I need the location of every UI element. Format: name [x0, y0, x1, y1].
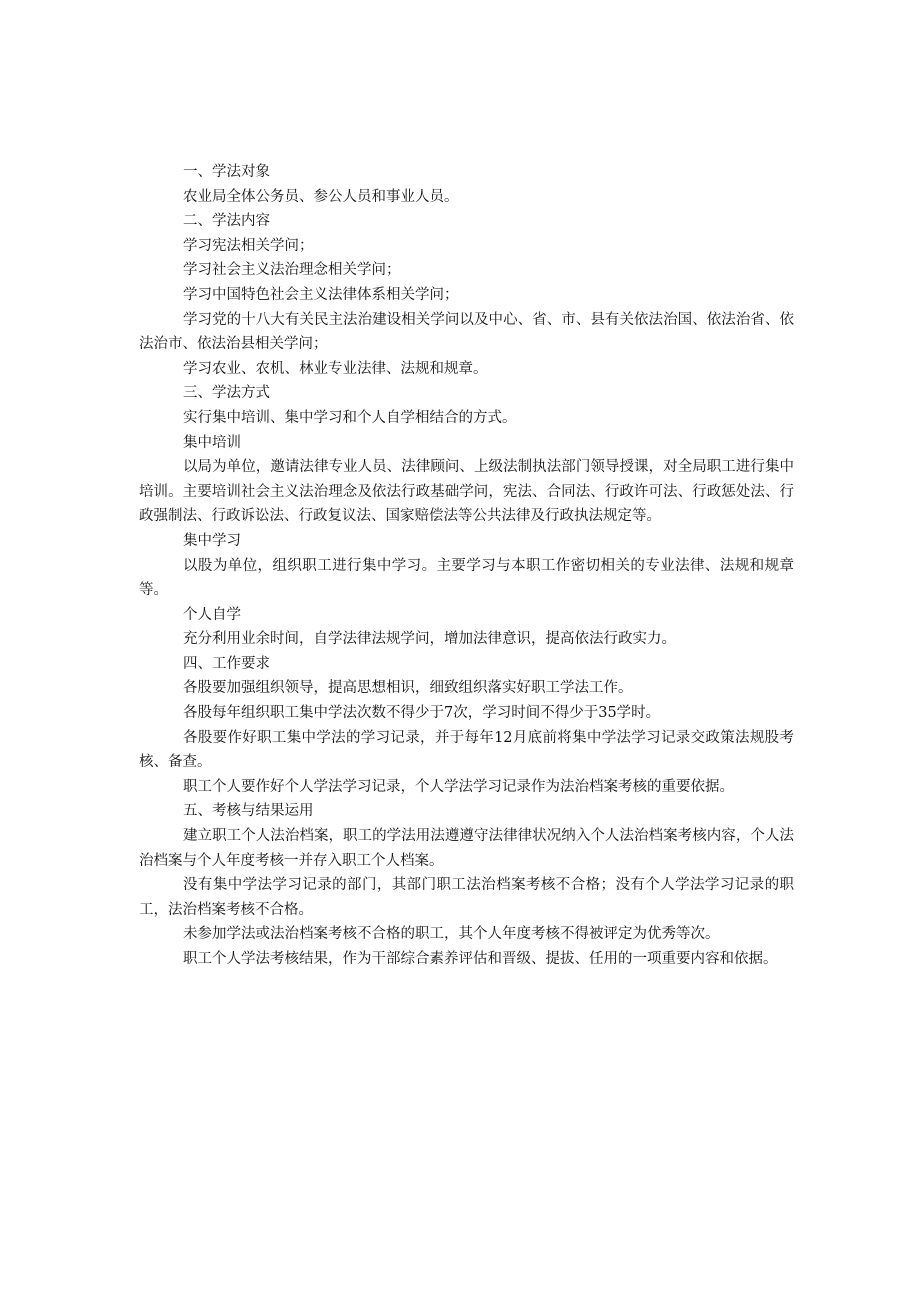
subheading: 集中培训: [183, 434, 241, 451]
paragraph: 职工个人要作好个人学法学习记录，个人学法学习记录作为法治档案考核的重要依据。: [183, 778, 734, 795]
paragraph: 各股要作好职工集中学法的学习记录，并于每年12月底前将集中学法学习记录交政策法规股考核、备查。: [139, 729, 794, 771]
section-heading: 五、考核与结果运用: [183, 803, 314, 820]
paragraph: 学习农业、农机、林业专业法律、法规和规章。: [183, 360, 488, 377]
paragraph: 农业局全体公务员、参公人员和事业人员。: [183, 188, 459, 205]
paragraph: 学习社会主义法治理念相关学问；: [183, 262, 401, 279]
subheading: 个人自学: [183, 606, 241, 623]
paragraph: 学习中国特色社会主义法律体系相关学问；: [183, 286, 459, 303]
paragraph: 各股每年组织职工集中学法次数不得少于7次，学习时间不得少于35学时。: [183, 705, 661, 722]
paragraph: 实行集中培训、集中学习和个人自学相结合的方式。: [183, 409, 517, 426]
document-body: [139, 160, 794, 972]
paragraph: 建立职工个人法治档案，职工的学法用法遵遵守法律律状况纳入个人法治档案考核内容，个人法治档案与个人年度考核一并存入职工个人档案。: [139, 828, 794, 869]
section-heading: 三、学法方式: [183, 385, 270, 402]
paragraph: 未参加学法或法治档案考核不合格的职工，其个人年度考核不得被评定为优秀等次。: [183, 926, 720, 943]
paragraph: 学习党的十八大有关民主法治建设相关学问以及中心、省、市、县有关依法治国、依法治省、依法治市、依法治县相关学问；: [139, 311, 794, 353]
paragraph: 以股为单位，组织职工进行集中学习。主要学习与本职工作密切相关的专业法律、法规和规章等。: [139, 557, 794, 599]
paragraph: 没有集中学法学习记录的部门，其部门职工法治档案考核不合格；没有个人学法学习记录的职工，法治档案考核不合格。: [139, 877, 794, 918]
section-heading: 四、工作要求: [183, 655, 270, 672]
paragraph: 职工个人学法考核结果，作为干部综合素养评估和晋级、提拔、任用的一项重要内容和依据。: [183, 951, 778, 967]
paragraph: 各股要加强组织领导，提高思想相识，细致组织落实好职工学法工作。: [183, 680, 633, 697]
paragraph: 充分利用业余时间，自学法律法规学问，增加法律意识，提高依法行政实力。: [183, 631, 676, 648]
paragraph: 学习宪法相关学问；: [183, 237, 314, 254]
paragraph: 以局为单位，邀请法律专业人员、法律顾问、上级法制执法部门领导授课，对全局职工进行集中培训。主要培训社会主义法治理念及依法行政基础学问，宪法、合同法、行政许可法、行政惩处法、行政强制法、行政诉讼法、行政复议法、国家赔偿法等公共法律及行政执法规定等。: [139, 459, 794, 525]
section-heading: 二、学法内容: [183, 213, 270, 230]
subheading: 集中学习: [183, 532, 241, 549]
section-heading: 一、学法对象: [183, 164, 270, 180]
